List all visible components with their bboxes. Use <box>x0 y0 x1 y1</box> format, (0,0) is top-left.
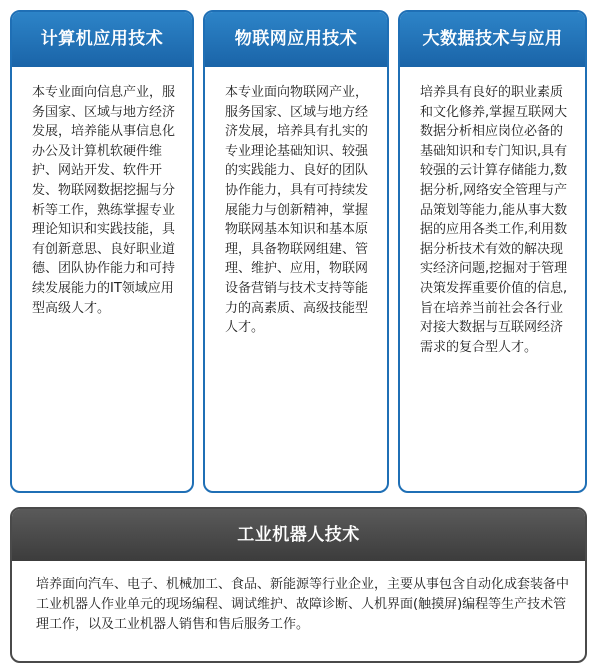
card-description: 培养具有良好的职业素质和文化修养,掌握互联网大数据分析相应岗位必备的基础知识和专门知识,具有较强的云计算存储能力,数据分析,网络安全管理与产品策划等能力,能从事大数据的应用各类工作,利用数据分析技术有效的解决现实经济问题,挖掘对于管理决策发挥重要价值的信息,旨在培养当前社会各行业对接大数据与互联网经济需求的复合型人才。 <box>420 85 568 355</box>
card-description: 本专业面向信息产业，服务国家、区域与地方经济发展，培养能从事信息化办公及计算机软硬件维护、网站开发、软件开发、物联网数据挖掘与分析等工作，熟练掌握专业理论知识和实践技能，具有创新意思、良好职业道德、团队协作能力和可持续发展能力的IT领域应用型高级人才。 <box>32 85 176 316</box>
major-card-big-data <box>398 10 587 493</box>
card-title: 大数据技术与应用 <box>400 12 585 67</box>
card-title: 工业机器人技术 <box>12 509 585 561</box>
card-description: 本专业面向物联网产业，服务国家、区域与地方经济发展，培养具有扎实的专业理论基础知识、较强的实践能力、良好的团队协作能力，具有可持续发展能力与创新精神，掌握物联网基本知识和基本原理，具备物联网组建、管理、维护、应用，物联网设备营销与技术支持等能力的高素质、高级技能型人才。 <box>225 85 369 336</box>
card-title: 物联网应用技术 <box>205 12 387 67</box>
card-title: 计算机应用技术 <box>12 12 192 67</box>
major-card-industrial-robot <box>10 507 587 663</box>
major-card-computer-application <box>10 10 194 493</box>
major-card-iot-application <box>203 10 389 493</box>
card-description: 培养面向汽车、电子、机械加工、食品、新能源等行业企业，主要从事包含自动化成套装备中工业机器人作业单元的现场编程、调试维护、故障诊断、人机界面(触摸屏)编程等生产技术管理工作，以及工业机器人销售和售后服务工作。 <box>36 577 570 632</box>
